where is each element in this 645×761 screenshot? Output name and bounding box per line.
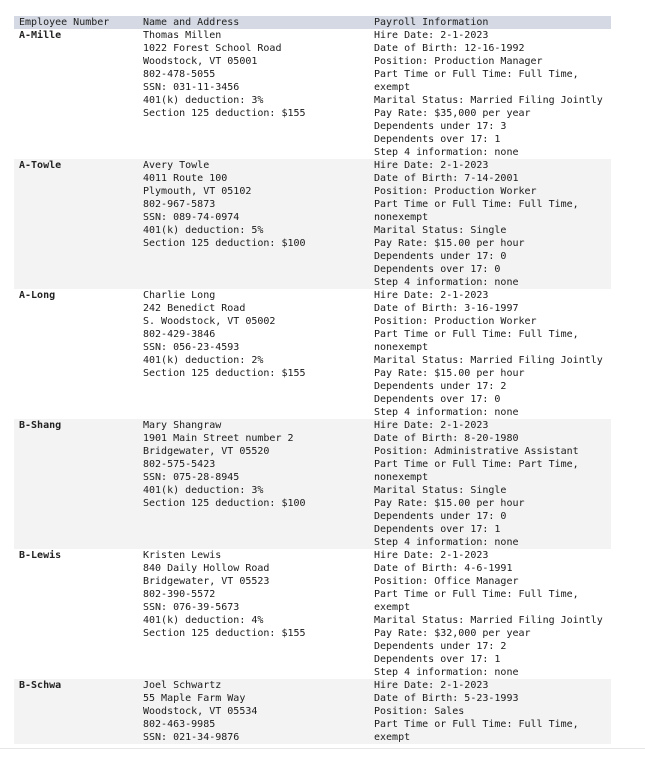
address-line: SSN: 076-39-5673 xyxy=(143,602,240,613)
payroll-line: Position: Production Manager xyxy=(374,56,543,67)
name-and-address xyxy=(143,419,374,549)
payroll-line: nonexempt xyxy=(374,212,429,223)
payroll-line: Part Time or Full Time: Full Time, xyxy=(374,589,579,600)
address-line: 401(k) deduction: 5% xyxy=(143,225,264,236)
employee-number-value: B-Shang xyxy=(19,420,62,431)
table-row xyxy=(14,419,611,549)
payroll-line: Date of Birth: 3-16-1997 xyxy=(374,303,519,314)
payroll-line: Hire Date: 2-1-2023 xyxy=(374,30,489,41)
name-and-address xyxy=(143,549,374,679)
payroll-line: Date of Birth: 4-6-1991 xyxy=(374,563,513,574)
payroll-line: Step 4 information: none xyxy=(374,667,519,678)
payroll-line: Position: Production Worker xyxy=(374,186,537,197)
address-line: 840 Daily Hollow Road xyxy=(143,563,270,574)
address-line: 4011 Route 100 xyxy=(143,173,228,184)
payroll-line: Step 4 information: none xyxy=(374,277,519,288)
payroll-line: Date of Birth: 7-14-2001 xyxy=(374,173,519,184)
payroll-line: Part Time or Full Time: Full Time, xyxy=(374,69,579,80)
payroll-line: Part Time or Full Time: Full Time, xyxy=(374,199,579,210)
payroll-line: Pay Rate: $15.00 per hour xyxy=(374,368,525,379)
address-line: Section 125 deduction: $155 xyxy=(143,628,306,639)
address-line: 1901 Main Street number 2 xyxy=(143,433,294,444)
address-line: Section 125 deduction: $100 xyxy=(143,238,306,249)
payroll-information xyxy=(374,679,611,744)
payroll-line: Marital Status: Single xyxy=(374,225,507,236)
address-line: Section 125 deduction: $155 xyxy=(143,108,306,119)
payroll-information xyxy=(374,29,611,159)
employee-number-value: B-Schwa xyxy=(19,680,62,691)
address-line: Plymouth, VT 05102 xyxy=(143,186,252,197)
payroll-line: Dependents over 17: 1 xyxy=(374,524,501,535)
payroll-line: Date of Birth: 8-20-1980 xyxy=(374,433,519,444)
address-line: SSN: 021-34-9876 xyxy=(143,732,240,743)
employee-number xyxy=(14,549,143,679)
header-employee-number: Employee Number xyxy=(19,17,110,28)
employee-number xyxy=(14,159,143,289)
address-line: 1022 Forest School Road xyxy=(143,43,282,54)
address-line: Section 125 deduction: $155 xyxy=(143,368,306,379)
address-line: 401(k) deduction: 4% xyxy=(143,615,264,626)
payroll-line: Part Time or Full Time: Full Time, xyxy=(374,329,579,340)
payroll-information xyxy=(374,159,611,289)
payroll-line: Pay Rate: $15.00 per hour xyxy=(374,238,525,249)
table-row xyxy=(14,289,611,419)
table-row xyxy=(14,29,611,159)
address-line: S. Woodstock, VT 05002 xyxy=(143,316,276,327)
payroll-line: Dependents over 17: 1 xyxy=(374,654,501,665)
address-line: Joel Schwartz xyxy=(143,680,222,691)
payroll-information xyxy=(374,419,611,549)
address-line: Bridgewater, VT 05520 xyxy=(143,446,270,457)
payroll-line: Date of Birth: 5-23-1993 xyxy=(374,693,519,704)
address-line: Woodstock, VT 05001 xyxy=(143,56,258,67)
payroll-line: exempt xyxy=(374,602,411,613)
name-and-address xyxy=(143,29,374,159)
payroll-line: Step 4 information: none xyxy=(374,407,519,418)
payroll-line: Position: Sales xyxy=(374,706,465,717)
address-line: 802-390-5572 xyxy=(143,589,216,600)
employee-number-value: A-Mille xyxy=(19,30,62,41)
address-line: 802-575-5423 xyxy=(143,459,216,470)
address-line: Kristen Lewis xyxy=(143,550,222,561)
employee-number xyxy=(14,289,143,419)
payroll-line: Position: Administrative Assistant xyxy=(374,446,579,457)
address-line: Mary Shangraw xyxy=(143,420,222,431)
address-line: Charlie Long xyxy=(143,290,216,301)
payroll-line: Marital Status: Single xyxy=(374,485,507,496)
payroll-line: Pay Rate: $15.00 per hour xyxy=(374,498,525,509)
address-line: Bridgewater, VT 05523 xyxy=(143,576,270,587)
payroll-line: Dependents over 17: 1 xyxy=(374,134,501,145)
address-line: Thomas Millen xyxy=(143,30,222,41)
payroll-line: Hire Date: 2-1-2023 xyxy=(374,290,489,301)
payroll-information xyxy=(374,289,611,419)
employee-number xyxy=(14,679,143,744)
payroll-line: Hire Date: 2-1-2023 xyxy=(374,420,489,431)
employee-number-value: A-Towle xyxy=(19,160,62,171)
address-line: SSN: 089-74-0974 xyxy=(143,212,240,223)
bottom-divider xyxy=(0,748,645,749)
payroll-line: Part Time or Full Time: Part Time, xyxy=(374,459,579,470)
payroll-line: Pay Rate: $35,000 per year xyxy=(374,108,531,119)
address-line: 802-967-5873 xyxy=(143,199,216,210)
payroll-line: nonexempt xyxy=(374,342,429,353)
payroll-line: Hire Date: 2-1-2023 xyxy=(374,160,489,171)
address-line: SSN: 075-28-8945 xyxy=(143,472,240,483)
address-line: 401(k) deduction: 3% xyxy=(143,485,264,496)
address-line: Avery Towle xyxy=(143,160,210,171)
address-line: 401(k) deduction: 2% xyxy=(143,355,264,366)
payroll-line: Dependents under 17: 3 xyxy=(374,121,507,132)
address-line: SSN: 056-23-4593 xyxy=(143,342,240,353)
address-line: 802-463-9985 xyxy=(143,719,216,730)
payroll-line: Dependents under 17: 2 xyxy=(374,641,507,652)
payroll-line: Hire Date: 2-1-2023 xyxy=(374,680,489,691)
address-line: 802-478-5055 xyxy=(143,69,216,80)
address-line: SSN: 031-11-3456 xyxy=(143,82,240,93)
payroll-line: exempt xyxy=(374,732,411,743)
payroll-line: Date of Birth: 12-16-1992 xyxy=(374,43,525,54)
payroll-line: Position: Production Worker xyxy=(374,316,537,327)
table-row xyxy=(14,549,611,679)
payroll-line: Marital Status: Married Filing Jointly xyxy=(374,615,603,626)
payroll-line: Step 4 information: none xyxy=(374,147,519,158)
address-line: Section 125 deduction: $100 xyxy=(143,498,306,509)
payroll-line: Pay Rate: $32,000 per year xyxy=(374,628,531,639)
name-and-address xyxy=(143,679,374,744)
table-row xyxy=(14,159,611,289)
payroll-line: Marital Status: Married Filing Jointly xyxy=(374,95,603,106)
address-line: Woodstock, VT 05534 xyxy=(143,706,258,717)
payroll-information xyxy=(374,549,611,679)
payroll-line: Dependents under 17: 0 xyxy=(374,511,507,522)
table-header xyxy=(14,16,611,29)
employee-table xyxy=(14,16,611,744)
employee-number-value: B-Lewis xyxy=(19,550,62,561)
payroll-line: nonexempt xyxy=(374,472,429,483)
table-body xyxy=(14,29,611,744)
header-payroll-information: Payroll Information xyxy=(374,17,489,28)
payroll-line: Marital Status: Married Filing Jointly xyxy=(374,355,603,366)
payroll-line: exempt xyxy=(374,82,411,93)
header-name-and-address: Name and Address xyxy=(143,17,240,28)
payroll-line: Dependents under 17: 2 xyxy=(374,381,507,392)
payroll-line: Position: Office Manager xyxy=(374,576,519,587)
address-line: 242 Benedict Road xyxy=(143,303,246,314)
employee-number xyxy=(14,419,143,549)
payroll-line: Dependents over 17: 0 xyxy=(374,264,501,275)
address-line: 55 Maple Farm Way xyxy=(143,693,246,704)
table-row xyxy=(14,679,611,744)
name-and-address xyxy=(143,289,374,419)
name-and-address xyxy=(143,159,374,289)
employee-number-value: A-Long xyxy=(19,290,56,301)
employee-number xyxy=(14,29,143,159)
address-line: 401(k) deduction: 3% xyxy=(143,95,264,106)
payroll-line: Part Time or Full Time: Full Time, xyxy=(374,719,579,730)
address-line: 802-429-3846 xyxy=(143,329,216,340)
payroll-line: Dependents over 17: 0 xyxy=(374,394,501,405)
payroll-line: Step 4 information: none xyxy=(374,537,519,548)
payroll-line: Hire Date: 2-1-2023 xyxy=(374,550,489,561)
payroll-line: Dependents under 17: 0 xyxy=(374,251,507,262)
